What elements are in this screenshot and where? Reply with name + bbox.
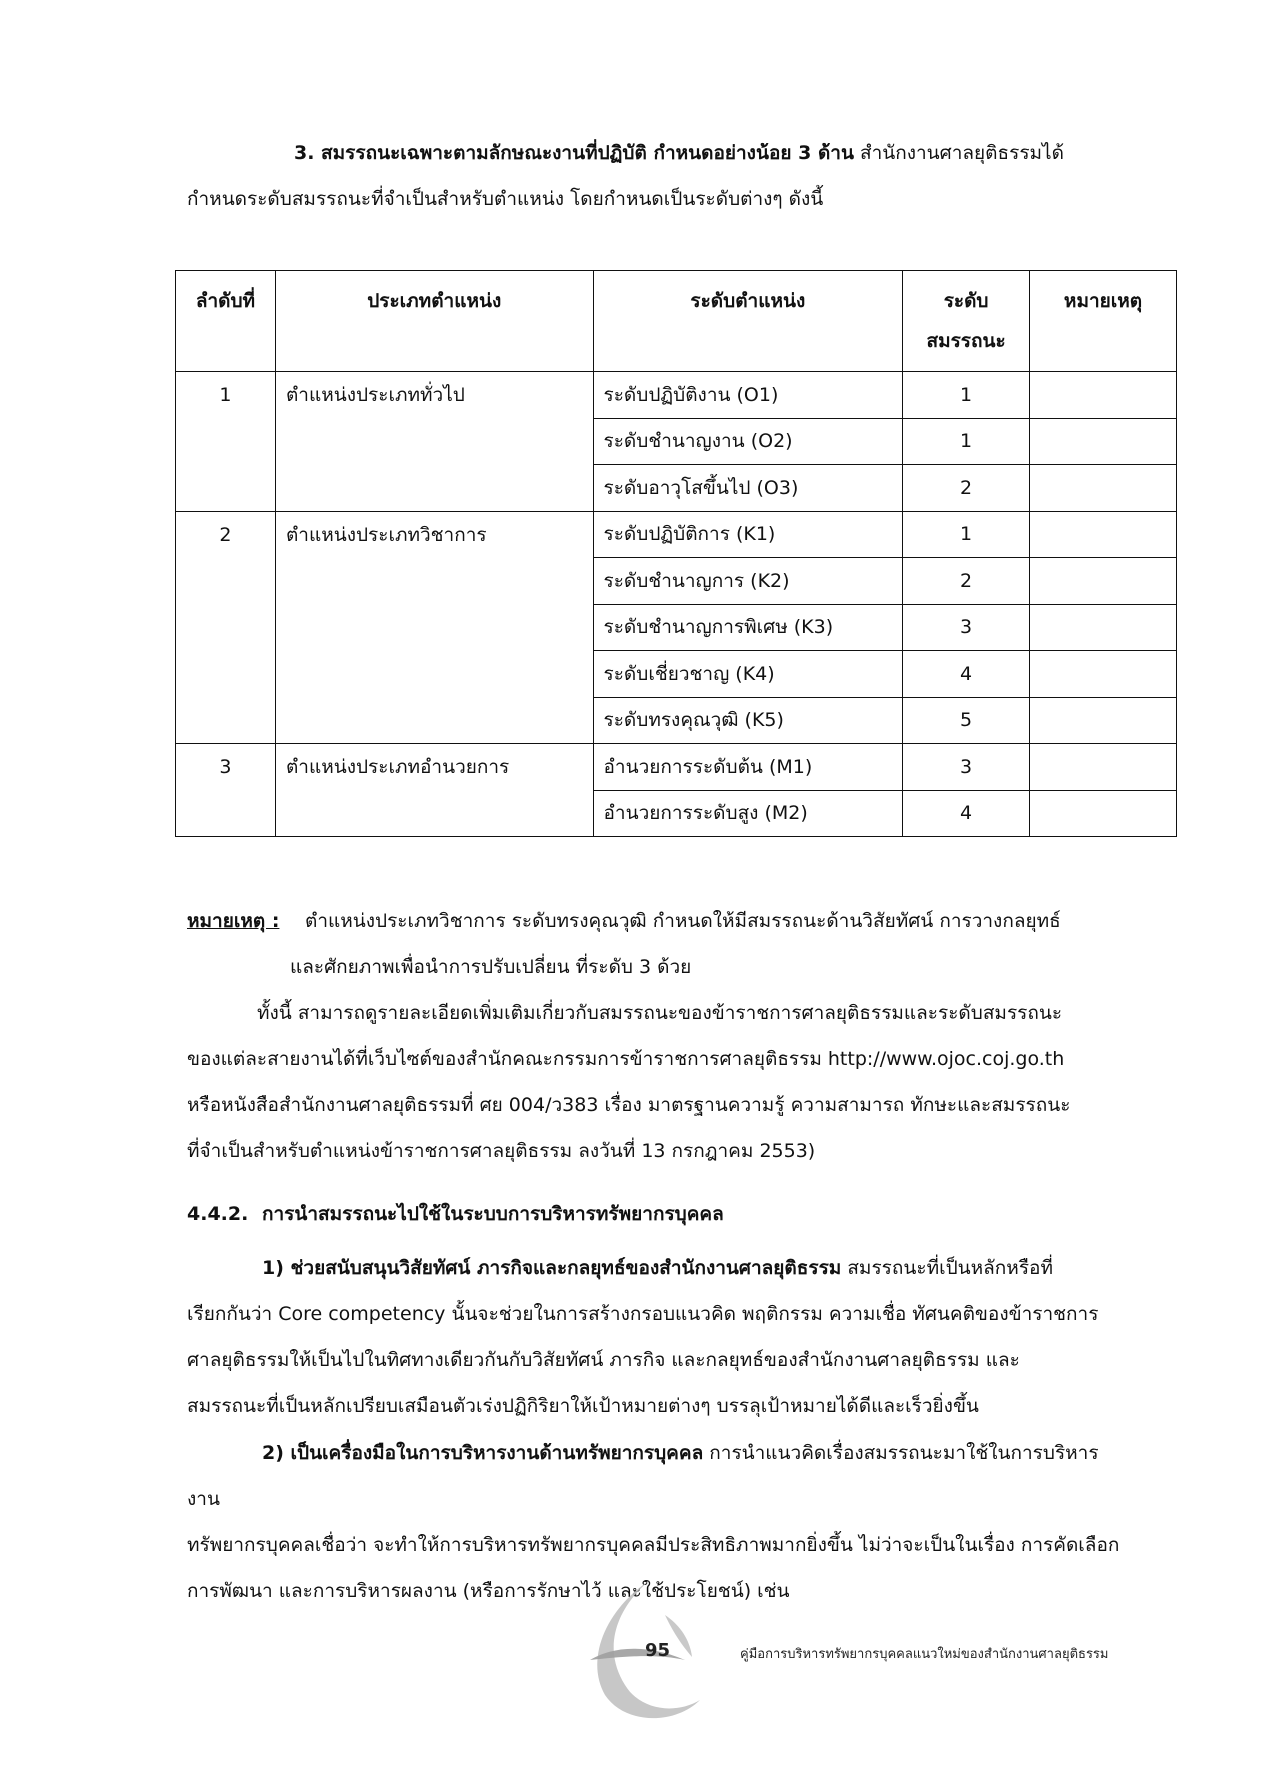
cell-competency: 4 bbox=[903, 790, 1030, 837]
table-row bbox=[176, 651, 1177, 698]
table-row bbox=[176, 744, 1177, 791]
cell-type bbox=[275, 790, 593, 837]
page-number: 95 bbox=[645, 1640, 671, 1661]
table-row bbox=[176, 418, 1177, 465]
cell-remark bbox=[1030, 372, 1177, 419]
header-level: ระดับตำแหน่ง bbox=[593, 271, 903, 372]
further-line-2: ของแต่ละสายงานได้ที่เว็บไซต์ของสำนักคณะกรรมการข้าราชการศาลยุติธรรม http://www.ojoc.coj.go.th bbox=[187, 1048, 1065, 1070]
competency-table bbox=[175, 270, 1177, 837]
item2-line1-rest: การนำแนวคิดเรื่องสมรรถนะมาใช้ในการบริหารงาน bbox=[187, 1442, 1099, 1510]
cell-level: ระดับปฏิบัติงาน (O1) bbox=[593, 372, 903, 419]
cell-competency: 2 bbox=[903, 558, 1030, 605]
further-line-1: ทั้งนี้ สามารถดูรายละเอียดเพิ่มเติมเกี่ยวกับสมรรถนะของข้าราชการศาลยุติธรรมและระดับสมรรถนะ bbox=[257, 1002, 1063, 1024]
header-remark: หมายเหตุ bbox=[1030, 271, 1177, 372]
cell-type bbox=[275, 651, 593, 698]
cell-type: ตำแหน่งประเภททั่วไป bbox=[275, 372, 593, 419]
header-type: ประเภทตำแหน่ง bbox=[275, 271, 593, 372]
further-line-4: ที่จำเป็นสำหรับตำแหน่งข้าราชการศาลยุติธรรม ลงวันที่ 13 กรกฎาคม 2553) bbox=[187, 1140, 816, 1162]
intro-text-line1: สำนักงานศาลยุติธรรมได้ bbox=[853, 142, 1064, 164]
cell-level: ระดับชำนาญการพิเศษ (K3) bbox=[593, 604, 903, 651]
cell-remark bbox=[1030, 790, 1177, 837]
table-row bbox=[176, 372, 1177, 419]
cell-competency: 3 bbox=[903, 744, 1030, 791]
cell-level: อำนวยการระดับสูง (M2) bbox=[593, 790, 903, 837]
cell-order bbox=[176, 604, 276, 651]
header-competency-line2: สมรรถนะ bbox=[926, 330, 1006, 352]
item2-bold-lead: 2) เป็นเครื่องมือในการบริหารงานด้านทรัพยากรบุคคล bbox=[262, 1442, 704, 1464]
item1-bold-lead: 1) ช่วยสนับสนุนวิสัยทัศน์ ภารกิจและกลยุทธ์ของสำนักงานศาลยุติธรรม bbox=[262, 1257, 842, 1279]
cell-type bbox=[275, 418, 593, 465]
cell-order: 3 bbox=[176, 744, 276, 791]
table-row bbox=[176, 790, 1177, 837]
note-line-1 bbox=[187, 898, 1122, 944]
cell-type bbox=[275, 604, 593, 651]
item1-line-3: ศาลยุติธรรมให้เป็นไปในทิศทางเดียวกันกับวิสัยทัศน์ ภารกิจ และกลยุทธ์ของสำนักงานศาลยุติธรรม และ bbox=[187, 1349, 1020, 1371]
item1-line-2: เรียกกันว่า Core competency นั้นจะช่วยในการสร้างกรอบแนวคิด พฤติกรรม ความเชื่อ ทัศนคติของข้าราชการ bbox=[187, 1303, 1099, 1325]
cell-order bbox=[176, 418, 276, 465]
note-label: หมายเหตุ : bbox=[187, 910, 280, 932]
item1-paragraph bbox=[187, 1245, 1122, 1429]
cell-type bbox=[275, 558, 593, 605]
section-heading bbox=[187, 1191, 724, 1237]
item2-line-3: การพัฒนา และการบริหารผลงาน (หรือการรักษาไว้ และใช้ประโยชน์) เช่น bbox=[187, 1580, 790, 1602]
cell-level: ระดับอาวุโสขึ้นไป (O3) bbox=[593, 465, 903, 512]
cell-remark bbox=[1030, 744, 1177, 791]
cell-remark bbox=[1030, 604, 1177, 651]
cell-level: ระดับปฏิบัติการ (K1) bbox=[593, 511, 903, 558]
table-header-row bbox=[176, 271, 1177, 372]
table-row bbox=[176, 511, 1177, 558]
header-competency bbox=[903, 271, 1030, 372]
cell-competency: 1 bbox=[903, 511, 1030, 558]
section-number: 4.4.2. bbox=[187, 1203, 249, 1225]
cell-type bbox=[275, 697, 593, 744]
cell-level: ระดับทรงคุณวุฒิ (K5) bbox=[593, 697, 903, 744]
cell-type: ตำแหน่งประเภทวิชาการ bbox=[275, 511, 593, 558]
cell-order bbox=[176, 465, 276, 512]
footer-title: คู่มือการบริหารทรัพยากรบุคคลแนวใหม่ของสำนักงานศาลยุติธรรม bbox=[740, 1647, 1109, 1662]
cell-order bbox=[176, 558, 276, 605]
cell-remark bbox=[1030, 558, 1177, 605]
cell-remark bbox=[1030, 465, 1177, 512]
table-row bbox=[176, 604, 1177, 651]
item2-line-1 bbox=[187, 1430, 1122, 1522]
intro-line-1 bbox=[187, 130, 1122, 176]
intro-paragraph bbox=[187, 130, 1122, 222]
item1-line-1 bbox=[187, 1245, 1122, 1291]
cell-competency: 2 bbox=[903, 465, 1030, 512]
section-title: การนำสมรรถนะไปใช้ในระบบการบริหารทรัพยากรบุคคล bbox=[262, 1203, 724, 1225]
table-row bbox=[176, 697, 1177, 744]
cell-competency: 1 bbox=[903, 372, 1030, 419]
cell-order bbox=[176, 651, 276, 698]
table-row bbox=[176, 558, 1177, 605]
cell-competency: 5 bbox=[903, 697, 1030, 744]
intro-bold-lead: 3. สมรรถนะเฉพาะตามลักษณะงานที่ปฏิบัติ กำหนดอย่างน้อย 3 ด้าน bbox=[294, 142, 854, 164]
cell-competency: 1 bbox=[903, 418, 1030, 465]
item1-line-4: สมรรถนะที่เป็นหลักเปรียบเสมือนตัวเร่งปฏิกิริยาให้เป้าหมายต่างๆ บรรลุเป้าหมายได้ดีและเร็วยิ่งขึ้น bbox=[187, 1395, 979, 1417]
cell-type: ตำแหน่งประเภทอำนวยการ bbox=[275, 744, 593, 791]
cell-order bbox=[176, 790, 276, 837]
cell-remark bbox=[1030, 651, 1177, 698]
cell-level: ระดับเชี่ยวชาญ (K4) bbox=[593, 651, 903, 698]
header-order: ลำดับที่ bbox=[176, 271, 276, 372]
cell-order: 1 bbox=[176, 372, 276, 419]
footer-swirl-logo bbox=[580, 1575, 710, 1750]
further-line-3: หรือหนังสือสำนักงานศาลยุติธรรมที่ ศย 004/ว383 เรื่อง มาตรฐานความรู้ ความสามารถ ทักษะและสมรรถนะ bbox=[187, 1094, 1071, 1116]
cell-remark bbox=[1030, 511, 1177, 558]
cell-competency: 3 bbox=[903, 604, 1030, 651]
cell-level: อำนวยการระดับต้น (M1) bbox=[593, 744, 903, 791]
intro-line-2: กำหนดระดับสมรรถนะที่จำเป็นสำหรับตำแหน่ง โดยกำหนดเป็นระดับต่างๆ ดังนี้ bbox=[187, 188, 824, 210]
item2-line-2: ทรัพยากรบุคคลเชื่อว่า จะทำให้การบริหารทรัพยากรบุคคลมีประสิทธิภาพมากยิ่งขึ้น ไม่ว่าจะเป็นในเรื่อง การคัดเลือก bbox=[187, 1534, 1120, 1556]
table-row bbox=[176, 465, 1177, 512]
cell-remark bbox=[1030, 418, 1177, 465]
cell-order bbox=[176, 697, 276, 744]
item1-line1-rest: สมรรถนะที่เป็นหลักหรือที่ bbox=[841, 1257, 1053, 1279]
note-text-2: และศักยภาพเพื่อนำการปรับเปลี่ยน ที่ระดับ 3 ด้วย bbox=[290, 956, 692, 978]
note-text-1: ตำแหน่งประเภทวิชาการ ระดับทรงคุณวุฒิ กำหนดให้มีสมรรถนะด้านวิสัยทัศน์ การวางกลยุทธ์ bbox=[305, 910, 1061, 932]
cell-type bbox=[275, 465, 593, 512]
further-paragraph bbox=[187, 990, 1122, 1174]
cell-order: 2 bbox=[176, 511, 276, 558]
cell-level: ระดับชำนาญงาน (O2) bbox=[593, 418, 903, 465]
cell-remark bbox=[1030, 697, 1177, 744]
cell-competency: 4 bbox=[903, 651, 1030, 698]
header-competency-line1: ระดับ bbox=[943, 290, 989, 312]
cell-level: ระดับชำนาญการ (K2) bbox=[593, 558, 903, 605]
